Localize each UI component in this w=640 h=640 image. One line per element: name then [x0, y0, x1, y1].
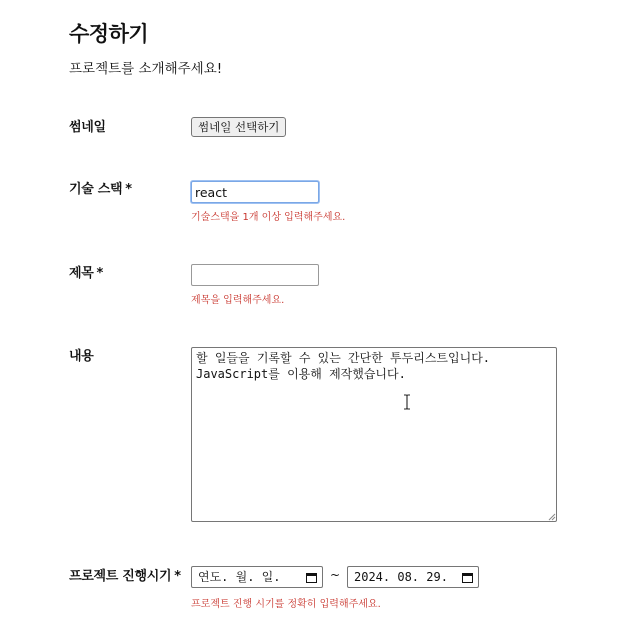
text-cursor-icon	[403, 394, 411, 410]
date-range-separator: ~	[330, 568, 341, 582]
page-subtitle: 프로젝트를 소개해주세요!	[69, 61, 223, 77]
content-label-text: 내용	[69, 349, 94, 364]
required-mark: *	[96, 266, 104, 281]
start-date-input[interactable]	[191, 566, 323, 588]
start-date-value: 연도. 월. 일.	[198, 570, 281, 584]
resize-grip-icon[interactable]	[548, 513, 556, 521]
thumbnail-label	[69, 116, 106, 135]
page-title: 수정하기	[69, 22, 149, 46]
content-label	[69, 345, 94, 364]
end-date-value: 2024. 08. 29.	[354, 570, 448, 584]
title-label-text: 제목	[69, 266, 94, 281]
tech-stack-error: 기술스택을 1개 이상 입력해주세요.	[191, 212, 346, 223]
tech-stack-label	[69, 178, 132, 197]
end-date-input[interactable]	[347, 566, 479, 588]
required-mark: *	[125, 182, 132, 197]
select-thumbnail-button[interactable]: 썸네일 선택하기	[191, 117, 286, 137]
tech-stack-label-text: 기술 스택	[69, 182, 123, 197]
thumbnail-label-text: 썸네일	[69, 120, 106, 135]
period-error: 프로젝트 진행 시기를 정확히 입력해주세요.	[191, 599, 381, 610]
period-label-text: 프로젝트 진행시기	[69, 569, 172, 584]
tech-stack-input[interactable]	[191, 181, 319, 203]
calendar-icon[interactable]	[462, 572, 473, 583]
calendar-icon[interactable]	[306, 572, 317, 583]
title-input[interactable]	[191, 264, 319, 286]
content-textarea[interactable]	[191, 347, 557, 522]
period-label	[69, 565, 181, 584]
title-error: 제목을 입력해주세요.	[191, 295, 285, 306]
required-mark: *	[174, 569, 181, 584]
title-label	[69, 262, 103, 281]
